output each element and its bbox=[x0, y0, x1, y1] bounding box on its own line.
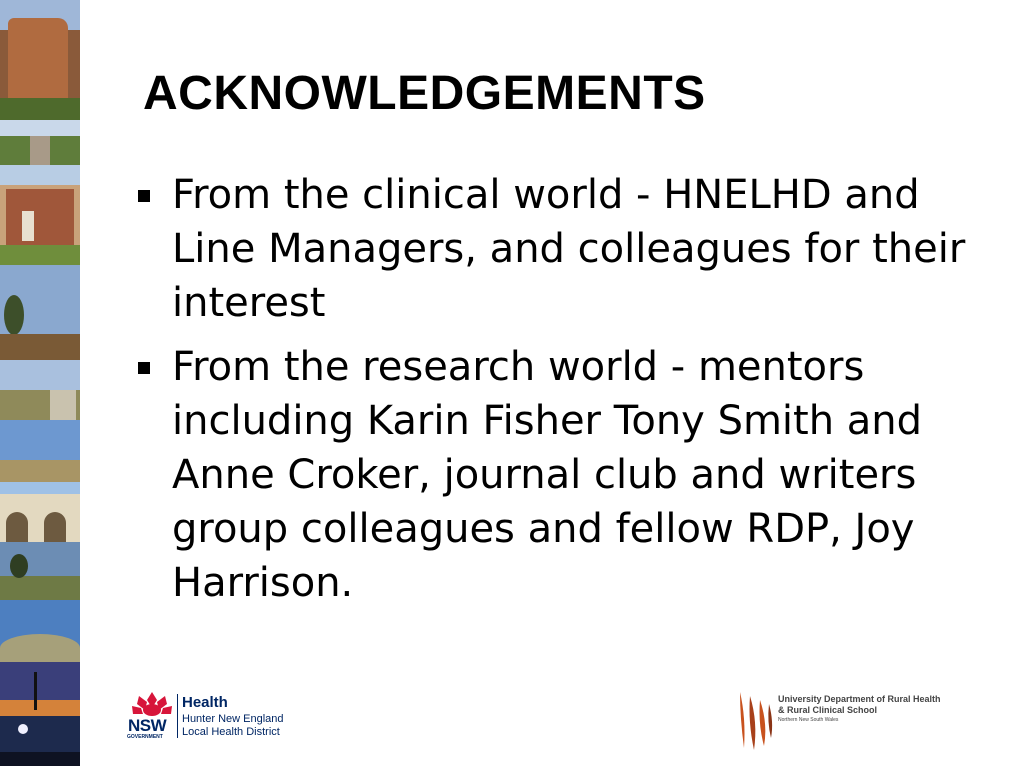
udrh-line1: University Department of Rural Health bbox=[778, 694, 941, 704]
historic-building-photo bbox=[0, 165, 80, 265]
square-bullet-icon bbox=[138, 190, 150, 202]
bullet-text: From the research world - mentors including Karin Fisher Tony Smith and Anne Croker, journal club and writers group colleagues and fellow RDP, Joy Harrison. bbox=[172, 344, 923, 606]
nsw-health-label: Health bbox=[182, 694, 228, 711]
logo-divider bbox=[177, 694, 178, 738]
bullet-item bbox=[134, 168, 1004, 330]
arched-building-photo bbox=[0, 482, 80, 542]
rural-road-photo bbox=[0, 360, 80, 420]
nsw-health-logo bbox=[127, 690, 302, 742]
nsw-district-line2: Local Health District bbox=[182, 726, 280, 738]
rock-formation-photo bbox=[0, 0, 80, 120]
photo-strip bbox=[0, 0, 80, 768]
windmill-dusk-photo bbox=[0, 662, 80, 716]
square-bullet-icon bbox=[138, 362, 150, 374]
bullet-item bbox=[134, 340, 1004, 610]
slide-title: ACKNOWLEDGEMENTS bbox=[143, 67, 706, 120]
cemetery-photo bbox=[0, 542, 80, 600]
hills-photo bbox=[0, 600, 80, 662]
nsw-mark: NSW bbox=[128, 716, 167, 735]
field-photo bbox=[0, 420, 80, 482]
tree-landscape-photo bbox=[0, 265, 80, 360]
nsw-government-label: GOVERNMENT bbox=[127, 734, 163, 740]
nsw-district-line1: Hunter New England bbox=[182, 713, 284, 725]
flame-mark-icon bbox=[736, 688, 776, 752]
horses-silhouette-photo bbox=[0, 716, 80, 766]
bullet-list bbox=[134, 168, 1004, 620]
udrh-logo bbox=[736, 688, 966, 752]
udrh-line2: & Rural Clinical School bbox=[778, 705, 878, 715]
bullet-text: From the clinical world - HNELHD and Line Managers, and colleagues for their interest bbox=[172, 172, 966, 326]
street-photo bbox=[0, 120, 80, 165]
udrh-line3: Northern New South Wales bbox=[778, 717, 839, 723]
